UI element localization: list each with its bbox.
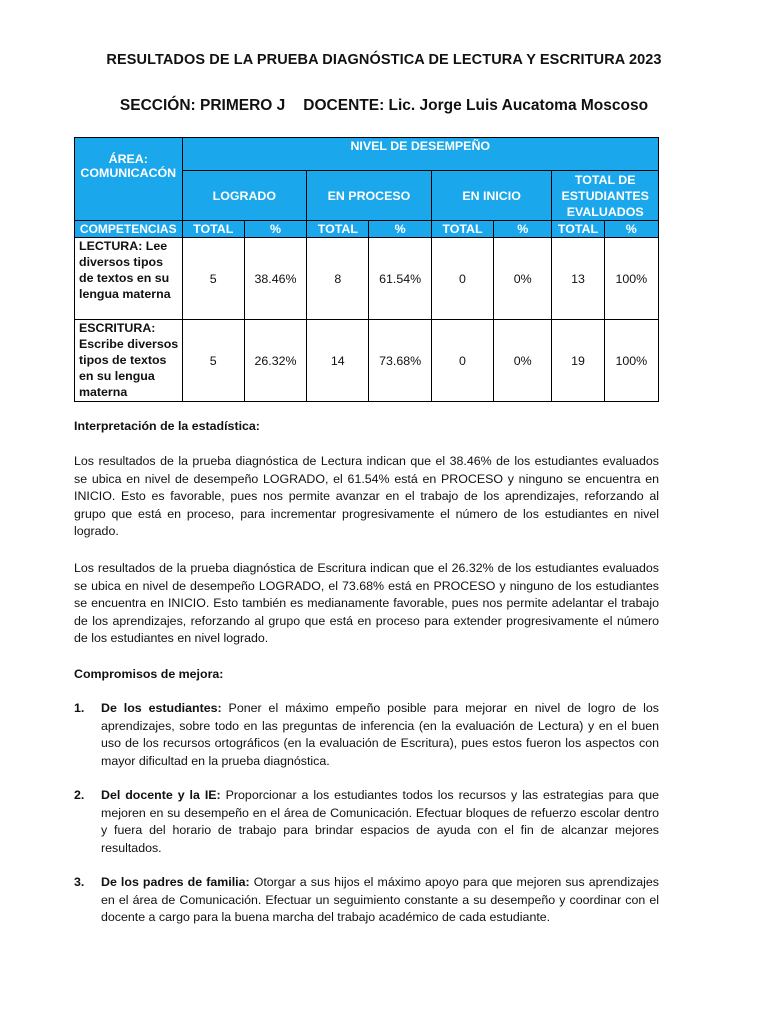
col-pct-header: % [244, 221, 306, 238]
level-header-total: TOTAL DE ESTUDIANTES EVALUADOS [552, 171, 659, 221]
commitments-list [74, 700, 659, 927]
interpretation-heading: Interpretación de la estadística: [74, 419, 260, 433]
list-item-text: Del docente y la IE: Proporcionar a los estudiantes todos los recursos y las estrategias para que mejoren en su desempeño en el área de Comunicación. Efectuar bloques de refuerzo escolar dentro y fuera del horario de trabajo para brindar espacios de ayuda con el fin de alcanzar mejores resultados. [101, 788, 659, 855]
table-row [75, 320, 659, 402]
total-cell: 19 [552, 320, 604, 402]
commitments-heading: Compromisos de mejora: [74, 667, 224, 681]
level-header-en-inicio: EN INICIO [431, 171, 552, 221]
list-item-text: De los padres de familia: Otorgar a sus hijos el máximo apoyo para que mejoren sus aprendizajes en el área de Comunicación. Efectuar un seguimiento constante a su desempeño y coordinar con el docente a cargo para la buena marcha del trabajo académico de cada estudiante. [101, 875, 660, 924]
area-header: ÁREA: COMUNICACÓN [75, 138, 183, 221]
col-total-header: TOTAL [431, 221, 493, 238]
list-item [74, 787, 659, 857]
section-label: SECCIÓN: PRIMERO J [119, 97, 286, 114]
inicio-pct-cell: 0% [494, 320, 552, 402]
logrado-pct-cell: 26.32% [244, 320, 306, 402]
total-pct-cell: 100% [604, 320, 658, 402]
logrado-total-cell: 5 [182, 238, 244, 320]
list-item [74, 700, 659, 770]
interpretation-paragraph-escritura: Los resultados de la prueba diagnóstica de Escritura indican que el 26.32% de los estudiantes evaluados se ubica en nivel de desempeño LOGRADO, el 73.68% está en PROCESO y ninguno de los estudiantes se encuentra en INICIO. Esto también es medianamente favorable, pues nos permite adelantar el trabajo de los aprendizajes, reforzando al grupo que está en proceso para extender progresivamente el número de los estudiantes en nivel logrado. [74, 561, 659, 645]
col-pct-header: % [494, 221, 552, 238]
results-table [74, 137, 659, 402]
competencia-cell: LECTURA: Lee diversos tipos de textos en su lengua materna [75, 238, 183, 320]
total-pct-cell: 100% [604, 238, 658, 320]
interpretation-paragraph-lectura: Los resultados de la prueba diagnóstica de Lectura indican que el 38.46% de los estudiantes evaluados se ubica en nivel de desempeño LOGRADO, el 61.54% está en PROCESO y ninguno se encuentra en INICIO. Esto es favorable, pues nos permite avanzar en el trabajo de los aprendizajes, reforzando al grupo que está en proceso, para incrementar progresivamente el número de los estudiantes en nivel logrado. [74, 454, 659, 538]
inicio-total-cell: 0 [431, 320, 493, 402]
inicio-pct-cell: 0% [494, 238, 552, 320]
document-subtitle [0, 97, 768, 115]
competencia-cell: ESCRITURA: Escribe diversos tipos de textos en su lengua materna [75, 320, 183, 402]
document-title: RESULTADOS DE LA PRUEBA DIAGNÓSTICA DE LECTURA Y ESCRITURA 2023 [106, 52, 662, 68]
proceso-pct-cell: 73.68% [369, 320, 431, 402]
col-total-header: TOTAL [182, 221, 244, 238]
list-item-text: De los estudiantes: Poner el máximo empeño posible para mejorar en nivel de logro de los aprendizajes, sobre todo en las preguntas de inferencia (en la evaluación de Lectura) y en el buen uso de los recursos ortográficos (en la evaluación de Escritura), pues estos fueron los aspectos con mayor dificultad en la prueba diagnóstica. [101, 701, 659, 768]
level-header-en-proceso: EN PROCESO [307, 171, 432, 221]
list-item-number: 3. [74, 875, 85, 889]
col-total-header: TOTAL [307, 221, 369, 238]
teacher-label: DOCENTE: Lic. Jorge Luis Aucatoma Moscoso [303, 97, 649, 114]
list-item-number: 2. [74, 788, 85, 802]
col-total-header: TOTAL [552, 221, 604, 238]
nivel-desempeno-header: NIVEL DE DESEMPEÑO [182, 138, 658, 171]
proceso-total-cell: 8 [307, 238, 369, 320]
col-pct-header: % [369, 221, 431, 238]
competencias-header: COMPETENCIAS [75, 221, 183, 238]
proceso-pct-cell: 61.54% [369, 238, 431, 320]
table-row [75, 238, 659, 320]
inicio-total-cell: 0 [431, 238, 493, 320]
list-item [74, 874, 659, 927]
total-cell: 13 [552, 238, 604, 320]
logrado-total-cell: 5 [182, 320, 244, 402]
logrado-pct-cell: 38.46% [244, 238, 306, 320]
col-pct-header: % [604, 221, 658, 238]
list-item-number: 1. [74, 701, 85, 715]
proceso-total-cell: 14 [307, 320, 369, 402]
level-header-logrado: LOGRADO [182, 171, 307, 221]
